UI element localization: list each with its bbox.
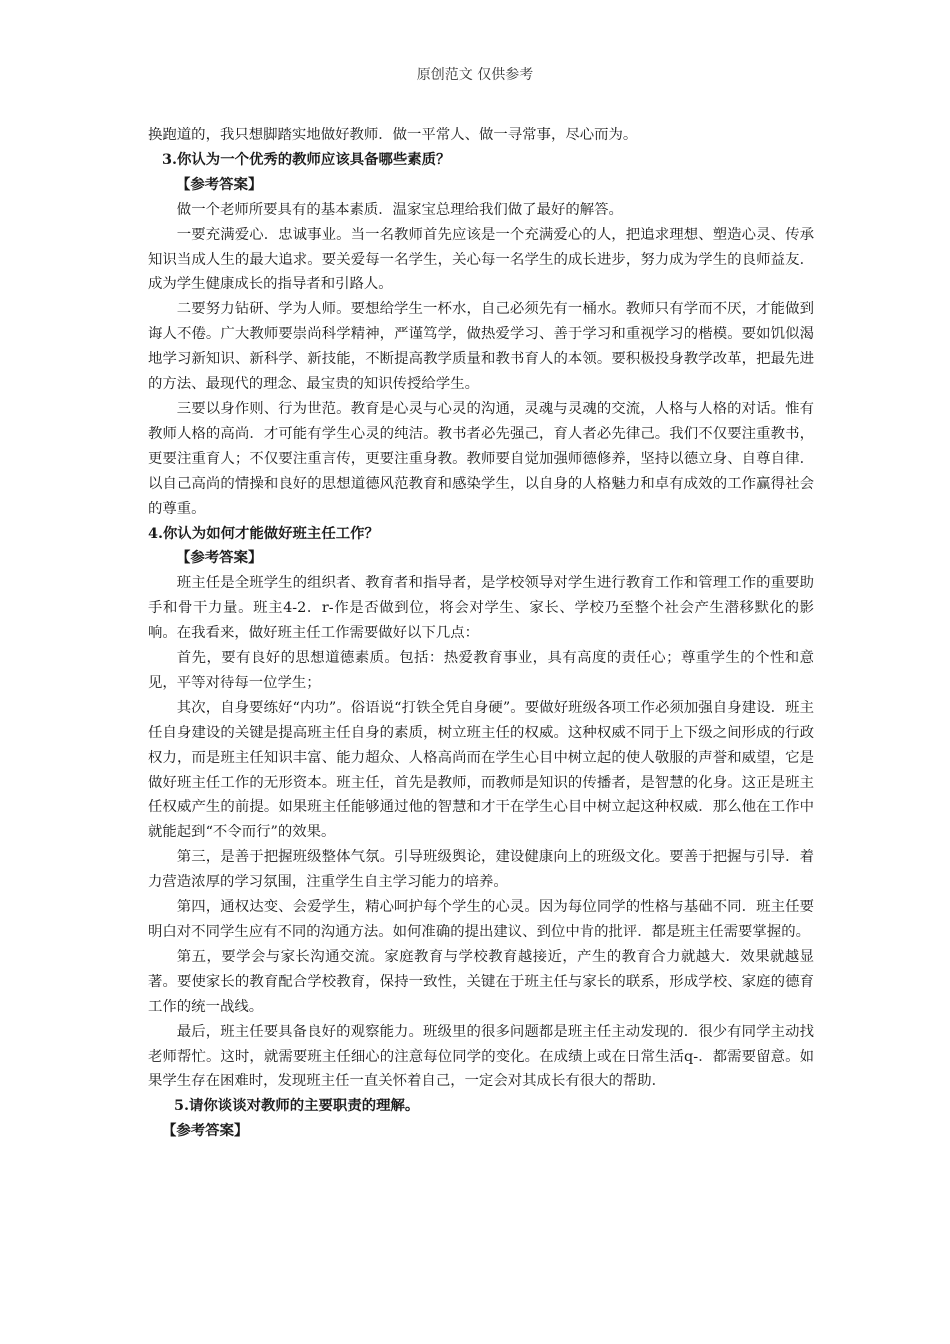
paragraph: 最后，班主任要具备良好的观察能力。班级里的很多问题都是班主任主动发现的．很少有同学主动找老师帮忙。这时，就需要班主任细心的注意每位同学的变化。在成绩上或在日常生活q-．都需要留意。如果学生存在困难时，发现班主任一直关怀着自己，一定会对其成长有很大的帮助． [148,1023,814,1090]
paragraph: 第四，通权达变、会爱学生，精心呵护每个学生的心灵。因为每位同学的性格与基础不同．班主任要明白对不同学生应有不同的沟通方法。如何准确的提出建议、到位中肯的批评．都是班主任需要掌握的。 [148,899,814,940]
answer-label: 【参考答案】 [176,175,263,193]
paragraph: 其次，自身要练好“内功”。俗语说“打铁全凭自身硬”。要做好班级各项工作必须加强自身建设．班主任自身建设的关键是提高班主任自身的素质，树立班主任的权威。这种权威不同于上下级之间形成的行政权力，而是班主任知识丰富、能力超众、人格高尚而在学生心目中树立起的使人敬服的声誉和威望，它是做好班主任工作的无形资本。班主任，首先是教师，而教师是知识的传播者，是智慧的化身。这正是班主任权威产生的前提。如果班主任能够通过他的智慧和才干在学生心目中树立起这种权威．那么他在工作中就能起到“不令而行”的效果。 [148,699,814,841]
paragraph: 一要充满爱心．忠诚事业。当一名教师首先应该是一个充满爱心的人，把追求理想、塑造心灵、传承知识当成人生的最大追求。要关爱每一名学生，关心每一名学生的成长进步，努力成为学生的良师益友．成为学生健康成长的指导者和引路人。 [148,226,814,293]
question-5: 5.请你谈谈对教师的主要职责的理解。 [174,1097,420,1115]
paragraph: 三要以身作则、行为世范。教育是心灵与心灵的沟通，灵魂与灵魂的交流，人格与人格的对话。惟有教师人格的高尚．才可能有学生心灵的纯洁。教书者必先强己，育人者必先律己。我们不仅要注重教书，更要注重育人；不仅要注重言传，更要注重身教。教师要自觉加强师德修养，坚持以德立身、自尊自律．以自己高尚的情操和良好的思想道德风范教育和感染学生，以自身的人格魅力和卓有成效的工作赢得社会的尊重。 [148,400,814,517]
question-3: 3.你认为一个优秀的教师应该具备哪些素质？ [162,150,451,168]
answer-label: 【参考答案】 [162,1122,249,1140]
paragraph: 二要努力钻研、学为人师。要想给学生一杯水，自己必须先有一桶水。教师只有学而不厌，才能做到诲人不倦。广大教师要崇尚科学精神，严谨笃学，做热爱学习、善于学习和重视学习的楷模。要如饥似渴地学习新知识、新科学、新技能，不断提高教学质量和教书育人的本领。要积极投身教学改革，把最先进的方法、最现代的理念、最宝贵的知识传授给学生。 [148,301,814,393]
page-header: 原创范文 仅供参考 [416,67,534,83]
question-4: 4.你认为如何才能做好班主任工作？ [148,524,379,542]
paragraph: 第三，是善于把握班级整体气氛。引导班级舆论，建设健康向上的班级文化。要善于把握与引导．着力营造浓厚的学习氛围，注重学生自主学习能力的培养。 [148,849,814,891]
paragraph: 首先，要有良好的思想道德素质。包括：热爱教育事业，具有高度的责任心；尊重学生的个性和意见，平等对待每一位学生； [148,650,814,691]
answer-label: 【参考答案】 [176,549,263,567]
paragraph: 第五，要学会与家长沟通交流。家庭教育与学校教育越接近，产生的教育合力就越大．效果就越显著。要使家长的教育配合学校教育，保持一致性，关键在于班主任与家长的联系，形成学校、家庭的德育工作的统一战线。 [148,948,814,1015]
paragraph: 换跑道的，我只想脚踏实地做好教师．做一平常人、做一寻常事，尽心而为。 [148,127,638,143]
paragraph: 做一个老师所要具有的基本素质．温家宝总理给我们做了最好的解答。 [176,201,623,218]
paragraph: 班主任是全班学生的组织者、教育者和指导者，是学校领导对学生进行教育工作和管理工作的重要助手和骨干力量。班主4-2．r-作是否做到位，将会对学生、家长、学校乃至整个社会产生潜移默化的影响。在我看来，做好班主任工作需要做好以下几点： [148,575,814,642]
document-body [148,123,814,1144]
